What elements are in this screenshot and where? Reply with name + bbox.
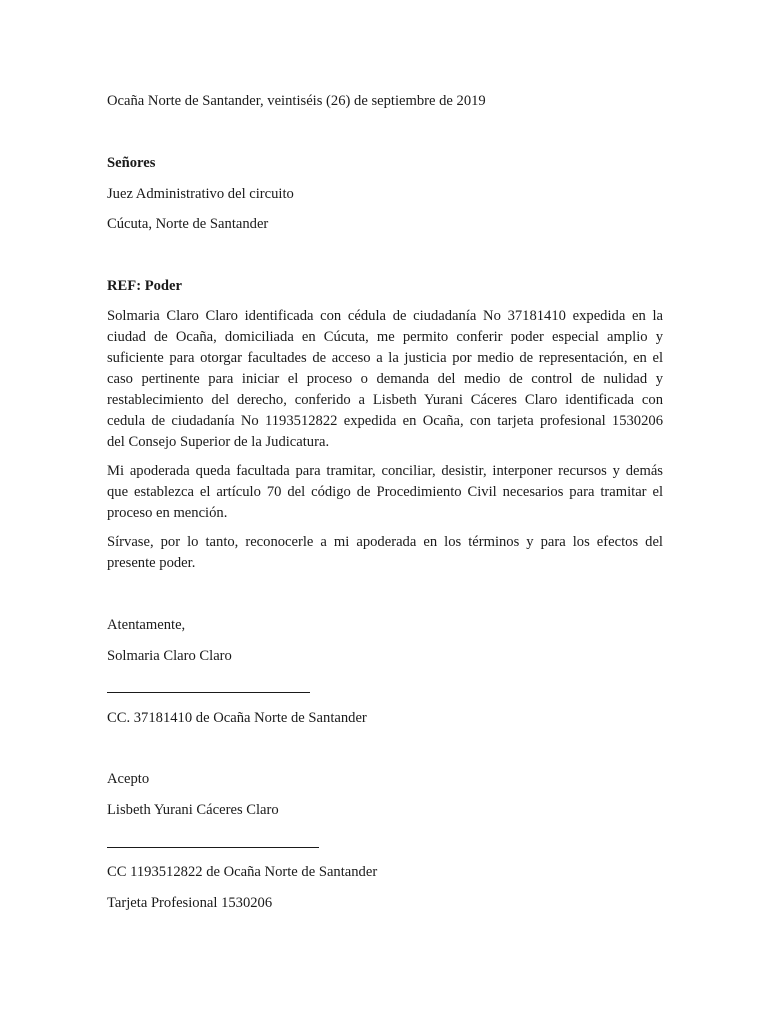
recipient-city: Cúcuta, Norte de Santander bbox=[107, 216, 269, 232]
recipient: Juez Administrativo del circuito bbox=[107, 186, 294, 202]
attorney-id: CC 1193512822 de Ocaña Norte de Santander bbox=[107, 864, 378, 880]
paragraph-line: ciudad de Ocaña, domiciliada en Cúcuta, me permito conferir poder especial amplio y bbox=[107, 329, 663, 345]
paragraph-line: caso pertinente para iniciar el proceso o demanda del medio de control de nulidad y bbox=[107, 371, 663, 387]
attorney-signature-line bbox=[107, 847, 319, 848]
paragraph-line: cedula de ciudadanía No 1193512822 expedida en Ocaña, con tarjeta profesional 1530206 bbox=[107, 413, 663, 429]
date-line: Ocaña Norte de Santander, veintiséis (26) de septiembre de 2019 bbox=[107, 93, 486, 109]
paragraph-line: proceso en mención. bbox=[107, 505, 228, 521]
body-paragraph-1 bbox=[107, 306, 663, 453]
grantor-id: CC. 37181410 de Ocaña Norte de Santander bbox=[107, 710, 367, 726]
closing: Atentamente, bbox=[107, 617, 186, 633]
grantor-name: Solmaria Claro Claro bbox=[107, 648, 232, 664]
paragraph-line: que establezca el artículo 70 del código de Procedimiento Civil necesarios para tramitar el bbox=[107, 484, 663, 500]
paragraph-line: Solmaria Claro Claro identificada con cédula de ciudadanía No 37181410 expedida en la bbox=[107, 308, 663, 324]
reference-line: REF: Poder bbox=[107, 278, 182, 294]
body-paragraph-2 bbox=[107, 461, 663, 524]
professional-card: Tarjeta Profesional 1530206 bbox=[107, 895, 273, 911]
paragraph-line: Sírvase, por lo tanto, reconocerle a mi apoderada en los términos y para los efectos del bbox=[107, 534, 663, 550]
body-paragraph-3 bbox=[107, 532, 663, 574]
paragraph-line: suficiente para otorgar facultades de acceso a la justicia por medio de representación, en el bbox=[107, 350, 663, 366]
attorney-name: Lisbeth Yurani Cáceres Claro bbox=[107, 802, 279, 818]
grantor-signature-line bbox=[107, 692, 310, 693]
paragraph-line: presente poder. bbox=[107, 555, 196, 571]
salutation: Señores bbox=[107, 155, 156, 171]
paragraph-line: Mi apoderada queda facultada para tramitar, conciliar, desistir, interponer recursos y demás bbox=[107, 463, 663, 479]
paragraph-line: del Consejo Superior de la Judicatura. bbox=[107, 434, 330, 450]
acceptance-label: Acepto bbox=[107, 771, 150, 787]
paragraph-line: restablecimiento del derecho, conferido a Lisbeth Yurani Cáceres Claro identificada con bbox=[107, 392, 663, 408]
